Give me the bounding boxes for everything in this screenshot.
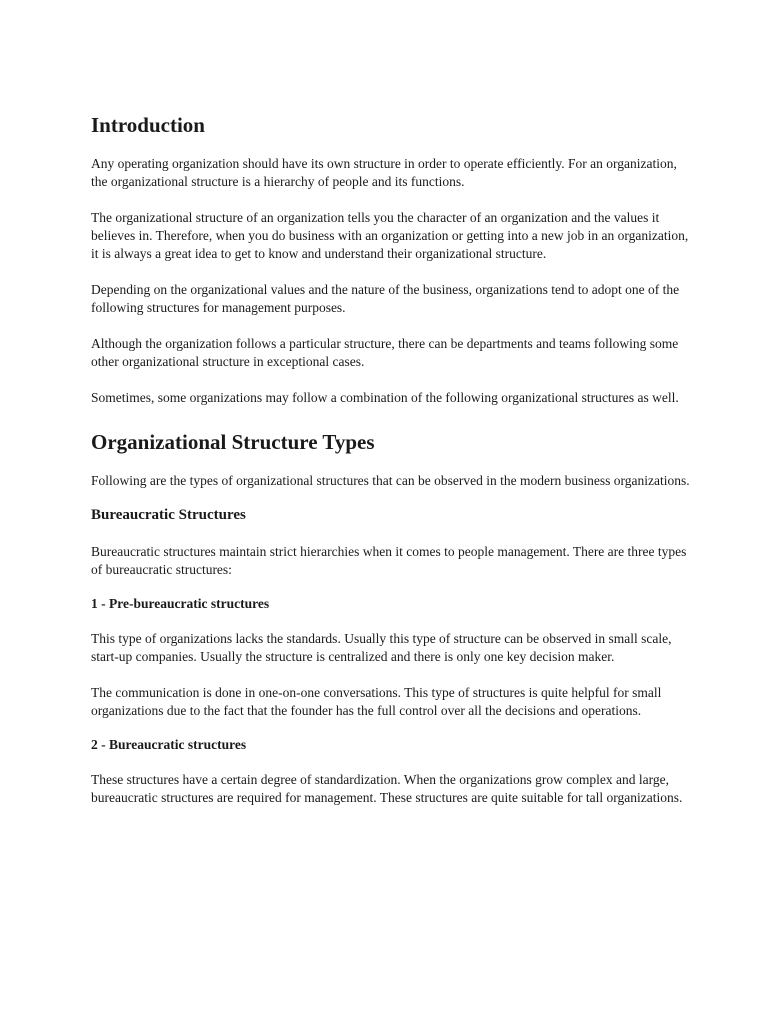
- bureaucratic-heading: 2 - Bureaucratic structures: [91, 737, 247, 752]
- structure-types-heading: Organizational Structure Types: [91, 430, 375, 454]
- intro-paragraph-4: Although the organization follows a particular structure, there can be departments and teams following some other organizational structure in exceptional cases.: [91, 336, 679, 369]
- intro-paragraph-5: Sometimes, some organizations may follow a combination of the following organizational structures as well.: [91, 390, 679, 405]
- intro-paragraph-1: Any operating organization should have its own structure in order to operate efficiently. For an organization, the organizational structure is a hierarchy of people and its functions.: [91, 156, 677, 189]
- document-page: [91, 112, 691, 807]
- bureaucratic-structures-heading: Bureaucratic Structures: [91, 507, 246, 523]
- intro-paragraph-2: The organizational structure of an organization tells you the character of an organization and the values it believes in. Therefore, when you do business with an organization or getting into a new job in an organization, it is always a great idea to get to know and understand their organizational structure.: [91, 210, 689, 261]
- intro-paragraph-3: Depending on the organizational values and the nature of the business, organizations tend to adopt one of the following structures for management purposes.: [91, 282, 680, 315]
- pre-bureaucratic-paragraph-2: The communication is done in one-on-one conversations. This type of structures is quite helpful for small organizations due to the fact that the founder has the full control over all the decisions and operations.: [91, 685, 662, 718]
- structure-types-intro: Following are the types of organizational structures that can be observed in the modern business organizations.: [91, 473, 690, 488]
- bureaucratic-paragraph-1: These structures have a certain degree of standardization. When the organizations grow complex and large, bureaucratic structures are required for management. These structures are quite suitable for tall organizations.: [91, 772, 683, 805]
- pre-bureaucratic-paragraph-1: This type of organizations lacks the standards. Usually this type of structure can be observed in small scale, start-up companies. Usually the structure is centralized and there is only one key decision maker.: [91, 631, 672, 664]
- bureaucratic-intro: Bureaucratic structures maintain strict hierarchies when it comes to people management. There are three types of bureaucratic structures:: [91, 544, 687, 577]
- introduction-heading: Introduction: [91, 113, 205, 137]
- pre-bureaucratic-heading: 1 - Pre-bureaucratic structures: [91, 596, 270, 611]
